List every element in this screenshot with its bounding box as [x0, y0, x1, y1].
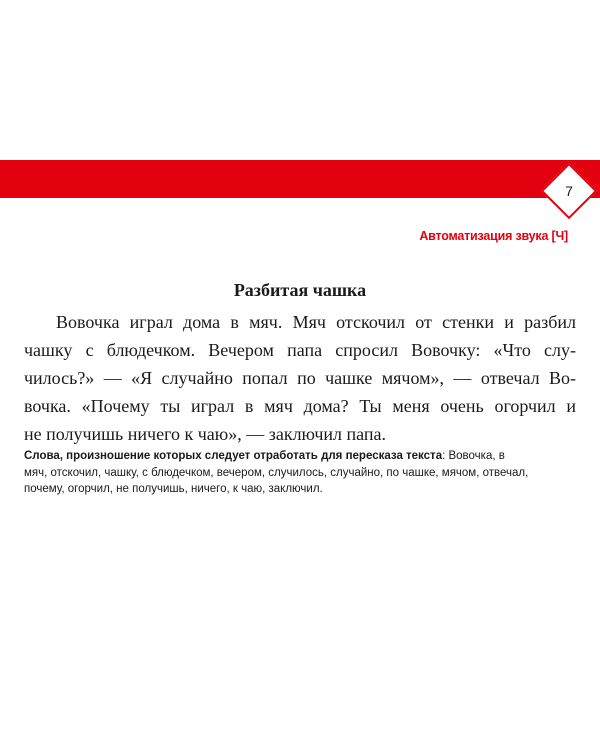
- practice-words-line: мяч, отскочил, чашку, с блюдечком, вечером, случилось, случайно, по чашке, мячом, отвечал,: [24, 466, 529, 479]
- practice-words-note: [24, 448, 579, 498]
- page-number: 7: [565, 183, 573, 199]
- practice-words-line: почему, огорчил, не получишь, ничего, к чаю, заключил.: [24, 483, 323, 495]
- story-line: не получишь ничего к чаю», — заключил папа.: [24, 424, 386, 444]
- practice-words-list-start: : Вовочка, в: [442, 450, 505, 462]
- story-line: чилось?» — «Я случайно попал по чашке мячом», — отвечал Во-: [24, 368, 576, 388]
- header-red-band: [0, 160, 600, 198]
- practice-words-line: [24, 448, 579, 465]
- story-text: [24, 308, 576, 448]
- story-line: чашку с блюдечком. Вечером папа спросил Вовочку: «Что слу-: [24, 340, 576, 360]
- story-line: Вовочка играл дома в мяч. Мяч отскочил от стенки и разбил: [56, 312, 576, 332]
- story-line: вочка. «Почему ты играл в мяч дома? Ты меня очень огорчил и: [24, 396, 576, 416]
- section-title: Автоматизация звука [Ч]: [419, 229, 568, 243]
- story-title: Разбитая чашка: [233, 280, 367, 300]
- practice-words-label: Слова, произношение которых следует отработать для пересказа текста: [24, 450, 443, 462]
